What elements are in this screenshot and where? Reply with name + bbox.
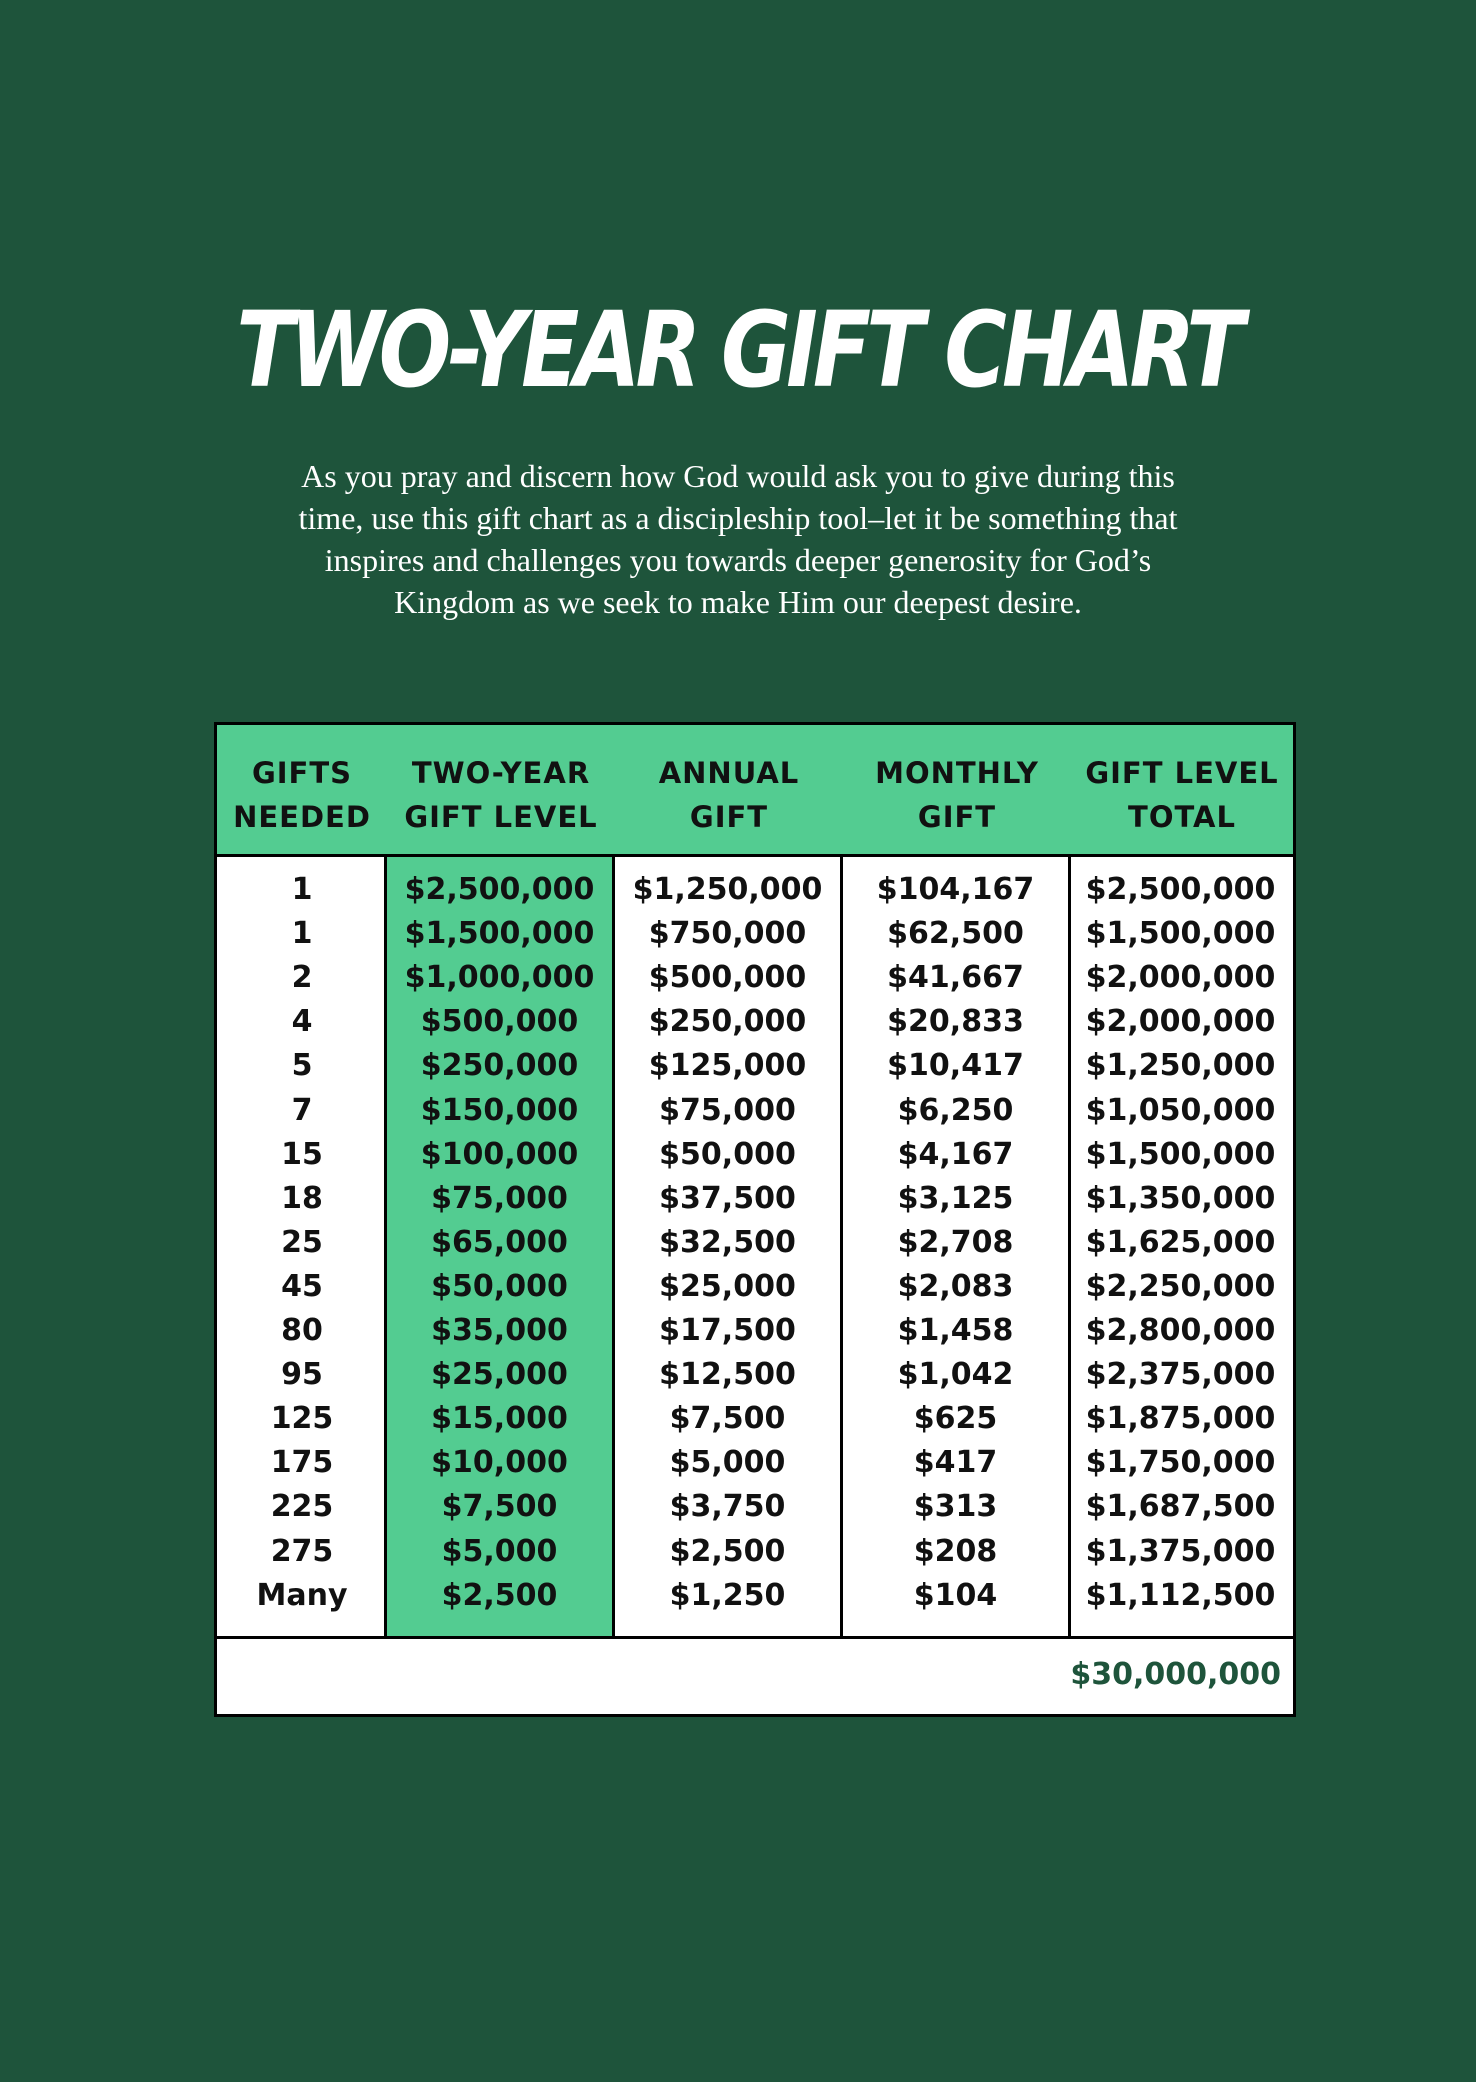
table-cell: $313 bbox=[913, 1489, 998, 1525]
table-cell: 275 bbox=[270, 1533, 334, 1569]
table-cell: $500,000 bbox=[420, 1004, 579, 1040]
table-cell: $1,875,000 bbox=[1085, 1401, 1276, 1437]
table-cell: $2,500,000 bbox=[1085, 872, 1276, 907]
table-cell: $3,125 bbox=[897, 1180, 1014, 1216]
table-cell: $125,000 bbox=[648, 1048, 807, 1084]
table-cell: 1 bbox=[291, 916, 313, 952]
table-cell: $625 bbox=[913, 1401, 998, 1437]
header-monthly-gift: MONTHLY GIFT bbox=[875, 756, 1039, 834]
table-cell: $50,000 bbox=[431, 1268, 568, 1304]
table-cell: $6,250 bbox=[897, 1092, 1014, 1128]
table-header bbox=[217, 725, 1293, 857]
table-cell: Many bbox=[256, 1577, 348, 1613]
table-cell: $250,000 bbox=[648, 1004, 807, 1040]
table-cell: $1,042 bbox=[897, 1357, 1014, 1393]
table-cell: $2,500,000 bbox=[404, 872, 595, 907]
table-cell: $17,500 bbox=[659, 1313, 796, 1348]
header-two-year-gift-level: TWO-YEAR GIFT LEVEL bbox=[404, 756, 598, 834]
column-gift-level-total bbox=[1068, 857, 1293, 1636]
table-cell: $104,167 bbox=[876, 872, 1035, 907]
table-cell: 1 bbox=[291, 872, 313, 907]
table-cell: $1,112,500 bbox=[1085, 1577, 1276, 1613]
column-two-year-gift-level bbox=[384, 857, 615, 1636]
table-cell: $1,350,000 bbox=[1085, 1180, 1276, 1216]
header-annual-gift: ANNUAL GIFT bbox=[658, 756, 800, 834]
table-cell: $7,500 bbox=[669, 1401, 786, 1437]
table-cell: 45 bbox=[281, 1268, 323, 1304]
table-cell: $2,500 bbox=[669, 1533, 786, 1569]
table-cell: $1,500,000 bbox=[1085, 1136, 1276, 1172]
column-annual-gift bbox=[612, 857, 843, 1636]
table-cell: $1,375,000 bbox=[1085, 1533, 1276, 1569]
grand-total: $30,000,000 bbox=[1070, 1657, 1281, 1692]
table-cell: $5,000 bbox=[441, 1533, 558, 1569]
table-cell: $1,250,000 bbox=[1085, 1048, 1276, 1084]
table-cell: $5,000 bbox=[669, 1445, 786, 1481]
table-cell: $417 bbox=[913, 1445, 998, 1481]
table-cell: $75,000 bbox=[659, 1092, 796, 1128]
table-cell: 225 bbox=[270, 1489, 334, 1525]
table-cell: $1,458 bbox=[897, 1313, 1014, 1348]
table-cell: 15 bbox=[281, 1136, 323, 1172]
header-gift-level-total: GIFT LEVEL TOTAL bbox=[1085, 756, 1279, 834]
table-cell: $1,000,000 bbox=[404, 960, 595, 996]
table-cell: $1,750,000 bbox=[1085, 1445, 1276, 1481]
table-cell: $35,000 bbox=[431, 1313, 568, 1348]
table-cell: $2,083 bbox=[897, 1268, 1014, 1304]
table-cell: $208 bbox=[913, 1533, 998, 1569]
table-cell: $150,000 bbox=[420, 1092, 579, 1128]
table-cell: $62,500 bbox=[887, 916, 1024, 952]
table-cell: $7,500 bbox=[441, 1489, 558, 1525]
table-cell: 175 bbox=[270, 1445, 334, 1481]
table-cell: 5 bbox=[291, 1048, 313, 1084]
table-cell: 25 bbox=[281, 1224, 323, 1260]
header-gifts-needed: GIFTS NEEDED bbox=[233, 756, 371, 834]
table-cell: 80 bbox=[281, 1313, 323, 1348]
table-cell: $10,417 bbox=[887, 1048, 1024, 1084]
gift-chart-table bbox=[214, 722, 1296, 1717]
table-cell: 18 bbox=[281, 1180, 323, 1216]
table-cell: $1,050,000 bbox=[1085, 1092, 1276, 1128]
table-cell: 4 bbox=[291, 1004, 313, 1040]
table-cell: $4,167 bbox=[897, 1136, 1014, 1172]
table-cell: $25,000 bbox=[431, 1357, 568, 1393]
table-cell: $15,000 bbox=[431, 1401, 568, 1437]
table-cell: $104 bbox=[913, 1577, 998, 1613]
table-cell: $2,708 bbox=[897, 1224, 1014, 1260]
page-title: TWO-YEAR GIFT CHART bbox=[236, 289, 1240, 411]
table-cell: $2,800,000 bbox=[1085, 1313, 1276, 1348]
column-gifts-needed bbox=[217, 857, 387, 1636]
table-cell: $41,667 bbox=[887, 960, 1024, 996]
table-cell: $750,000 bbox=[648, 916, 807, 952]
table-cell: 125 bbox=[270, 1401, 334, 1437]
table-cell: $500,000 bbox=[648, 960, 807, 996]
table-cell: $1,500,000 bbox=[404, 916, 595, 952]
intro-paragraph: As you pray and discern how God would ask you to give during this time, use this gift chart as a discipleship tool–let it be something that inspires and challenges you towards deeper generosity for God’s Kingdom as we seek to make Him our deepest desire. bbox=[298, 458, 1178, 620]
table-cell: $1,250,000 bbox=[632, 872, 823, 907]
table-cell: $100,000 bbox=[420, 1136, 579, 1172]
table-cell: 2 bbox=[291, 960, 313, 996]
table-cell: $2,250,000 bbox=[1085, 1268, 1276, 1304]
table-cell: 95 bbox=[281, 1357, 323, 1393]
table-cell: $75,000 bbox=[431, 1180, 568, 1216]
table-cell: $1,687,500 bbox=[1085, 1489, 1276, 1525]
table-body bbox=[217, 857, 1293, 1639]
table-cell: $65,000 bbox=[431, 1224, 568, 1260]
table-cell: $2,000,000 bbox=[1085, 1004, 1276, 1040]
table-cell: $1,625,000 bbox=[1085, 1224, 1276, 1260]
table-cell: $250,000 bbox=[420, 1048, 579, 1084]
table-cell: $25,000 bbox=[659, 1268, 796, 1304]
table-cell: $2,375,000 bbox=[1085, 1357, 1276, 1393]
table-cell: $20,833 bbox=[887, 1004, 1024, 1040]
table-cell: $1,500,000 bbox=[1085, 916, 1276, 952]
table-cell: $1,250 bbox=[669, 1577, 786, 1613]
table-cell: $12,500 bbox=[659, 1357, 796, 1393]
table-cell: $3,750 bbox=[669, 1489, 786, 1525]
column-monthly-gift bbox=[840, 857, 1071, 1636]
table-cell: $10,000 bbox=[431, 1445, 568, 1481]
table-cell: $37,500 bbox=[659, 1180, 796, 1216]
table-cell: $50,000 bbox=[659, 1136, 796, 1172]
table-cell: 7 bbox=[291, 1092, 313, 1128]
table-cell: $2,500 bbox=[441, 1577, 558, 1613]
table-cell: $32,500 bbox=[659, 1224, 796, 1260]
table-cell: $2,000,000 bbox=[1085, 960, 1276, 996]
